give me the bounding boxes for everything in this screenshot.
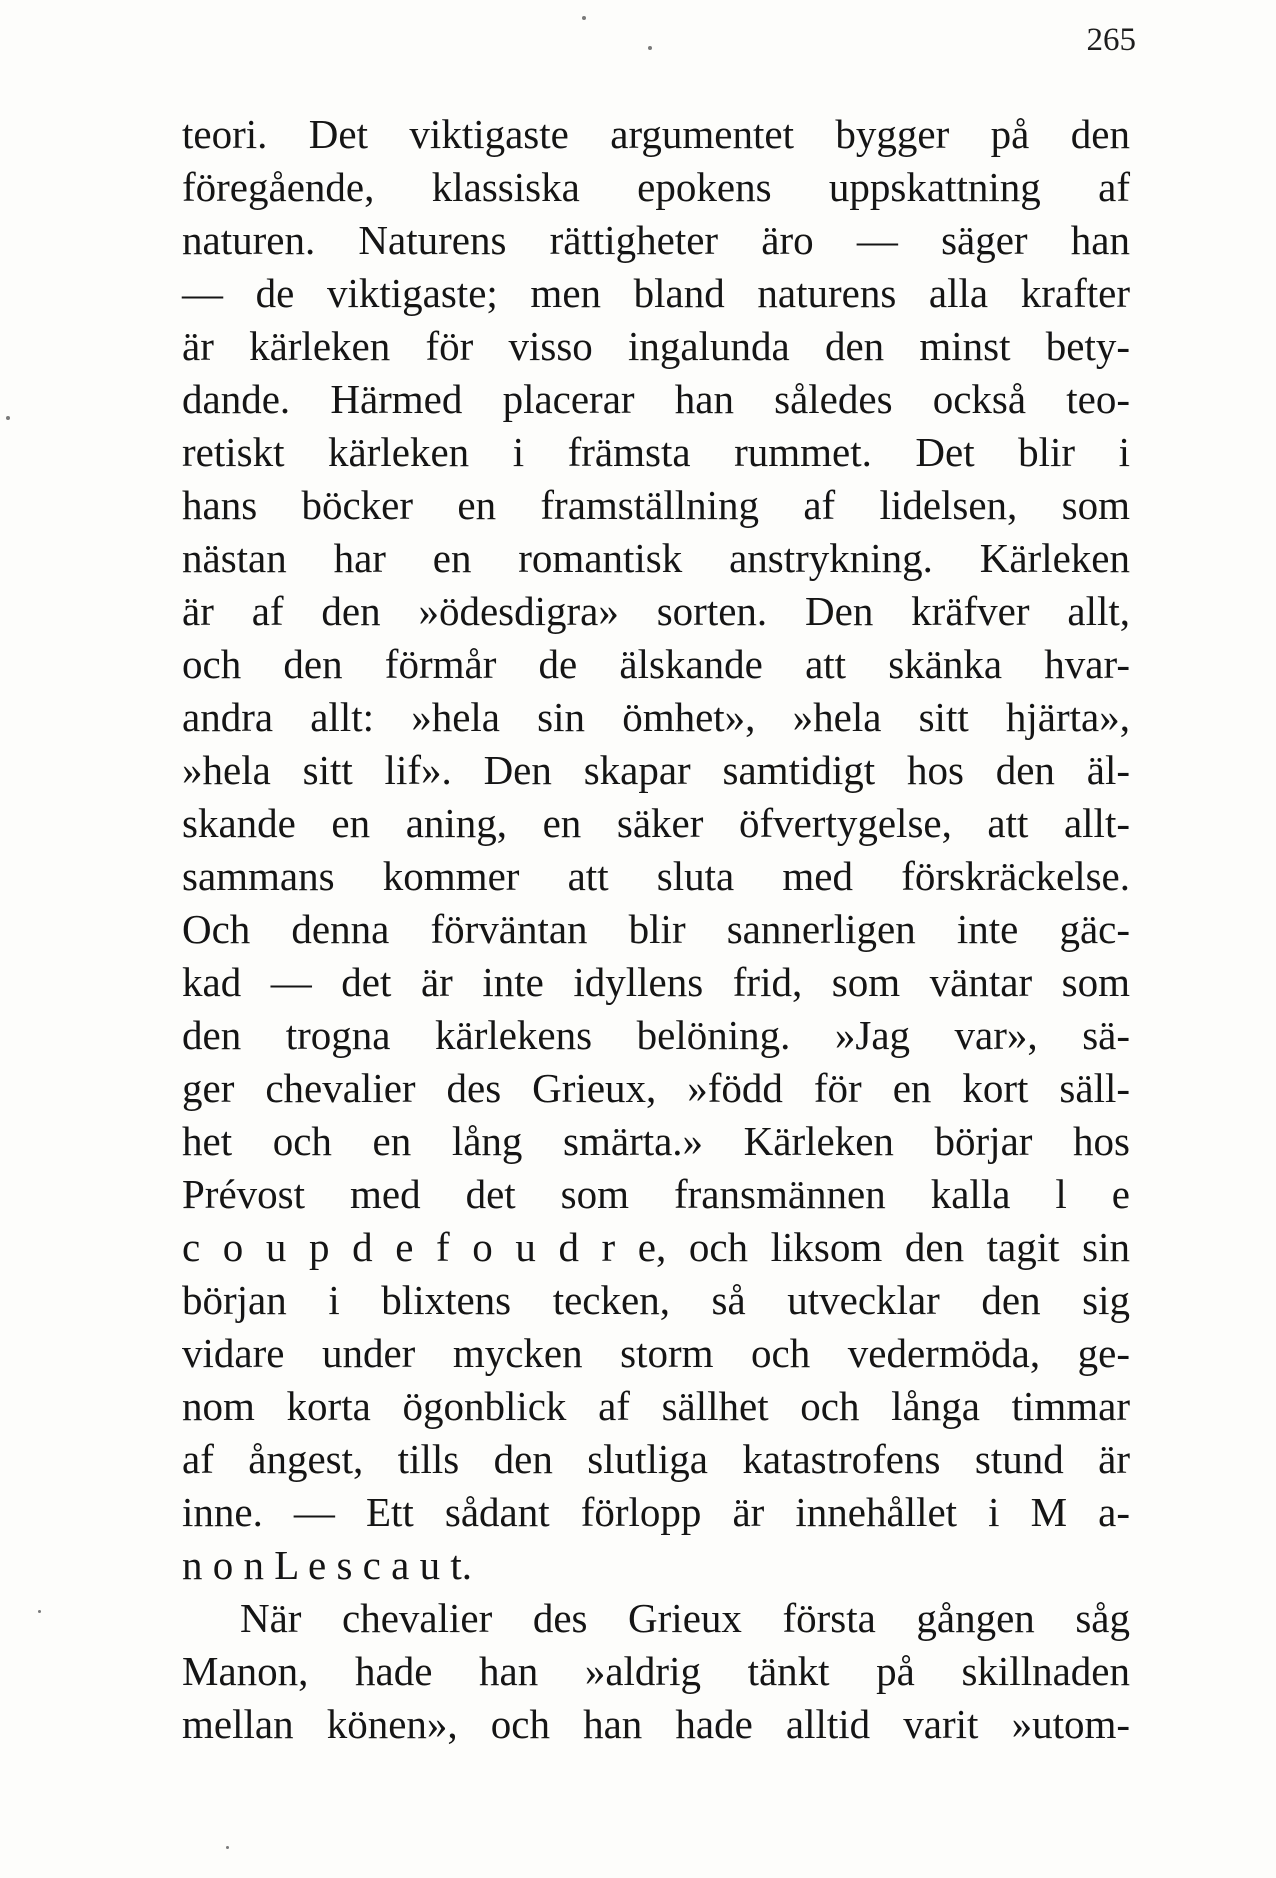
scan-speck xyxy=(582,16,586,20)
text-line: dande. Härmed placerar han således också teo- xyxy=(182,376,1130,422)
text-line: »hela sitt lif». Den skapar samtidigt hos den äl- xyxy=(182,747,1130,793)
text-line: vidare under mycken storm och vedermöda, ge- xyxy=(182,1330,1130,1376)
scan-speck xyxy=(6,416,10,420)
text-line: nästan har en romantisk anstrykning. Kärleken xyxy=(182,535,1130,581)
text-line: teori. Det viktigaste argumentet bygger på den xyxy=(182,111,1130,157)
text-line: mellan könen», och han hade alltid varit »utom- xyxy=(182,1701,1130,1747)
text-line: Manon, hade han »aldrig tänkt på skillnaden xyxy=(182,1648,1130,1694)
text-line: föregående, klassiska epokens uppskattning af xyxy=(182,164,1130,210)
text-line: är af den »ödesdigra» sorten. Den kräfver allt, xyxy=(182,588,1130,634)
text-line: Prévost med det som fransmännen kalla l e xyxy=(182,1171,1130,1217)
text-line: sammans kommer att sluta med förskräckelse. xyxy=(182,853,1130,899)
text-line: naturen. Naturens rättigheter äro — säger han xyxy=(182,217,1130,263)
text-line: och den förmår de älskande att skänka hvar- xyxy=(182,641,1130,687)
text-line-indented: När chevalier des Grieux första gången såg xyxy=(240,1595,1130,1641)
text-line: Och denna förväntan blir sannerligen inte gäc- xyxy=(182,906,1130,952)
scan-speck xyxy=(648,46,652,50)
scan-speck xyxy=(226,1846,229,1849)
text-line: inne. — Ett sådant förlopp är innehållet i M a- xyxy=(182,1489,1130,1535)
text-line: kad — det är inte idyllens frid, som väntar som xyxy=(182,959,1130,1005)
text-line-last: n o n L e s c a u t. xyxy=(182,1542,472,1588)
text-line: af ångest, tills den slutliga katastrofens stund är xyxy=(182,1436,1130,1482)
paragraph-1 xyxy=(182,108,1130,1592)
scan-speck xyxy=(38,1610,41,1613)
page-number: 265 xyxy=(1086,22,1136,58)
text-line: c o u p d e f o u d r e, och liksom den tagit sin xyxy=(182,1224,1130,1270)
text-line: het och en lång smärta.» Kärleken börjar hos xyxy=(182,1118,1130,1164)
text-line: nom korta ögonblick af sällhet och långa timmar xyxy=(182,1383,1130,1429)
paragraph-2 xyxy=(182,1592,1130,1751)
text-line: början i blixtens tecken, så utvecklar den sig xyxy=(182,1277,1130,1323)
body-text xyxy=(182,108,1130,1751)
text-line: andra allt: »hela sin ömhet», »hela sitt hjärta», xyxy=(182,694,1130,740)
text-line: ger chevalier des Grieux, »född för en kort säll- xyxy=(182,1065,1130,1111)
text-line: den trogna kärlekens belöning. »Jag var», sä- xyxy=(182,1012,1130,1058)
text-line: — de viktigaste; men bland naturens alla krafter xyxy=(182,270,1130,316)
text-line: hans böcker en framställning af lidelsen, som xyxy=(182,482,1130,528)
text-line: skande en aning, en säker öfvertygelse, att allt- xyxy=(182,800,1130,846)
text-line: retiskt kärleken i främsta rummet. Det blir i xyxy=(182,429,1130,475)
text-line: är kärleken för visso ingalunda den minst bety- xyxy=(182,323,1130,369)
